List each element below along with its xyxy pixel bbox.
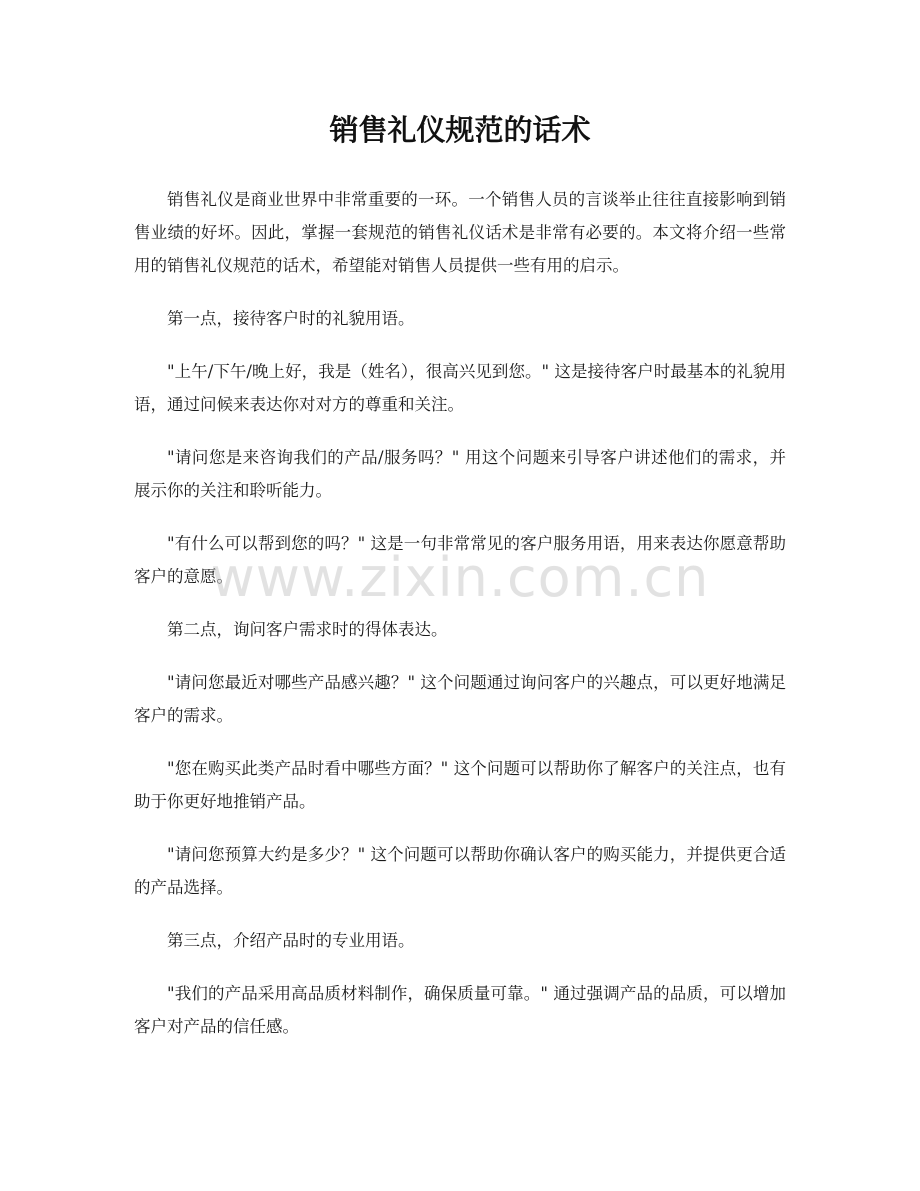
paragraph-section-3-heading: 第三点，介绍产品时的专业用语。	[167, 931, 415, 950]
paragraph-budget-phrase: "请问您预算大约是多少？" 这个问题可以帮助你确认客户的购买能力，并提供更合适的产品选择。	[134, 845, 786, 897]
paragraph-focus-phrase: "您在购买此类产品时看中哪些方面？" 这个问题可以帮助你了解客户的关注点，也有助于你更好地推销产品。	[134, 759, 786, 811]
document-body	[134, 183, 786, 1063]
paragraph-quality-phrase: "我们的产品采用高品质材料制作，确保质量可靠。" 通过强调产品的品质，可以增加客户对产品的信任感。	[134, 984, 786, 1036]
paragraph-interest-phrase: "请问您最近对哪些产品感兴趣？" 这个问题通过询问客户的兴趣点，可以更好地满足客户的需求。	[134, 673, 786, 725]
paragraph-section-1-heading: 第一点，接待客户时的礼貌用语。	[167, 309, 415, 328]
document-title: 销售礼仪规范的话术	[329, 113, 591, 147]
paragraph-intro: 销售礼仪是商业世界中非常重要的一环。一个销售人员的言谈举止往往直接影响到销售业绩的好坏。因此，掌握一套规范的销售礼仪话术是非常有必要的。本文将介绍一些常用的销售礼仪规范的话术，希望能对销售人员提供一些有用的启示。	[134, 190, 786, 275]
paragraph-inquiry-phrase: "请问您是来咨询我们的产品/服务吗？" 用这个问题来引导客户讲述他们的需求，并展示你的关注和聆听能力。	[134, 448, 786, 500]
watermark: www.zixin.com.cn	[210, 546, 710, 609]
paragraph-greeting-phrase: "上午/下午/晚上好，我是（姓名），很高兴见到您。" 这是接待客户时最基本的礼貌用语，通过问候来表达你对对方的尊重和关注。	[134, 362, 786, 414]
paragraph-help-phrase: "有什么可以帮到您的吗？" 这是一句非常常见的客户服务用语，用来表达你愿意帮助客户的意愿。	[134, 534, 786, 586]
paragraph-section-2-heading: 第二点，询问客户需求时的得体表达。	[167, 620, 448, 639]
